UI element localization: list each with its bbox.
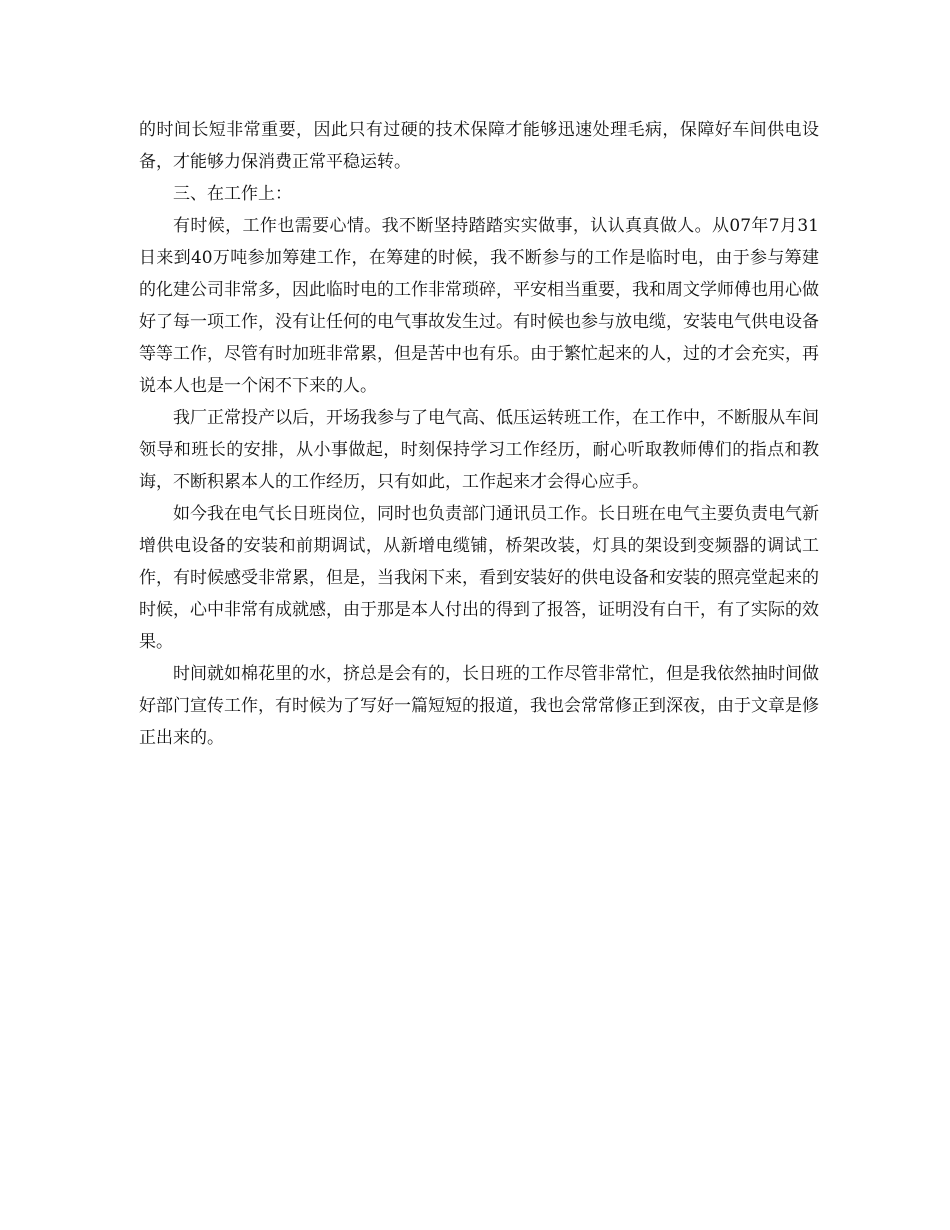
document-body — [139, 114, 819, 754]
paragraph-3: 有时候，工作也需要心情。我不断坚持踏踏实实做事，认认真真做人。从07年7月31日来到40万吨参加筹建工作，在筹建的时候，我不断参与的工作是临时电，由于参与筹建的化建公司非常多，因此临时电的工作非常琐碎，平安相当重要，我和周文学师傅也用心做好了每一项工作，没有让任何的电气事故发生过。有时候也参与放电缆，安装电气供电设备等等工作，尽管有时加班非常累，但是苦中也有乐。由于繁忙起来的人，过的才会充实，再说本人也是一个闲不下来的人。 — [139, 216, 819, 396]
section-heading-work: 三、在工作上： — [173, 184, 292, 204]
paragraph-6: 时间就如棉花里的水，挤总是会有的，长日班的工作尽管非常忙，但是我依然抽时间做好部门宣传工作，有时候为了写好一篇短短的报道，我也会常常修正到深夜，由于文章是修正出来的。 — [139, 664, 819, 748]
paragraph-1: 的时间长短非常重要，因此只有过硬的技术保障才能够迅速处理毛病，保障好车间供电设备，才能够力保消费正常平稳运转。 — [139, 120, 819, 172]
paragraph-5: 如今我在电气长日班岗位，同时也负责部门通讯员工作。长日班在电气主要负责电气新增供电设备的安装和前期调试，从新增电缆铺，桥架改装，灯具的架设到变频器的调试工作，有时候感受非常累，但是，当我闲下来，看到安装好的供电设备和安装的照亮堂起来的时候，心中非常有成就感，由于那是本人付出的得到了报答，证明没有白干，有了实际的效果。 — [139, 504, 819, 652]
paragraph-4: 我厂正常投产以后，开场我参与了电气高、低压运转班工作，在工作中，不断服从车间领导和班长的安排，从小事做起，时刻保持学习工作经历，耐心听取教师傅们的指点和教诲，不断积累本人的工作经历，只有如此，工作起来才会得心应手。 — [139, 408, 819, 492]
